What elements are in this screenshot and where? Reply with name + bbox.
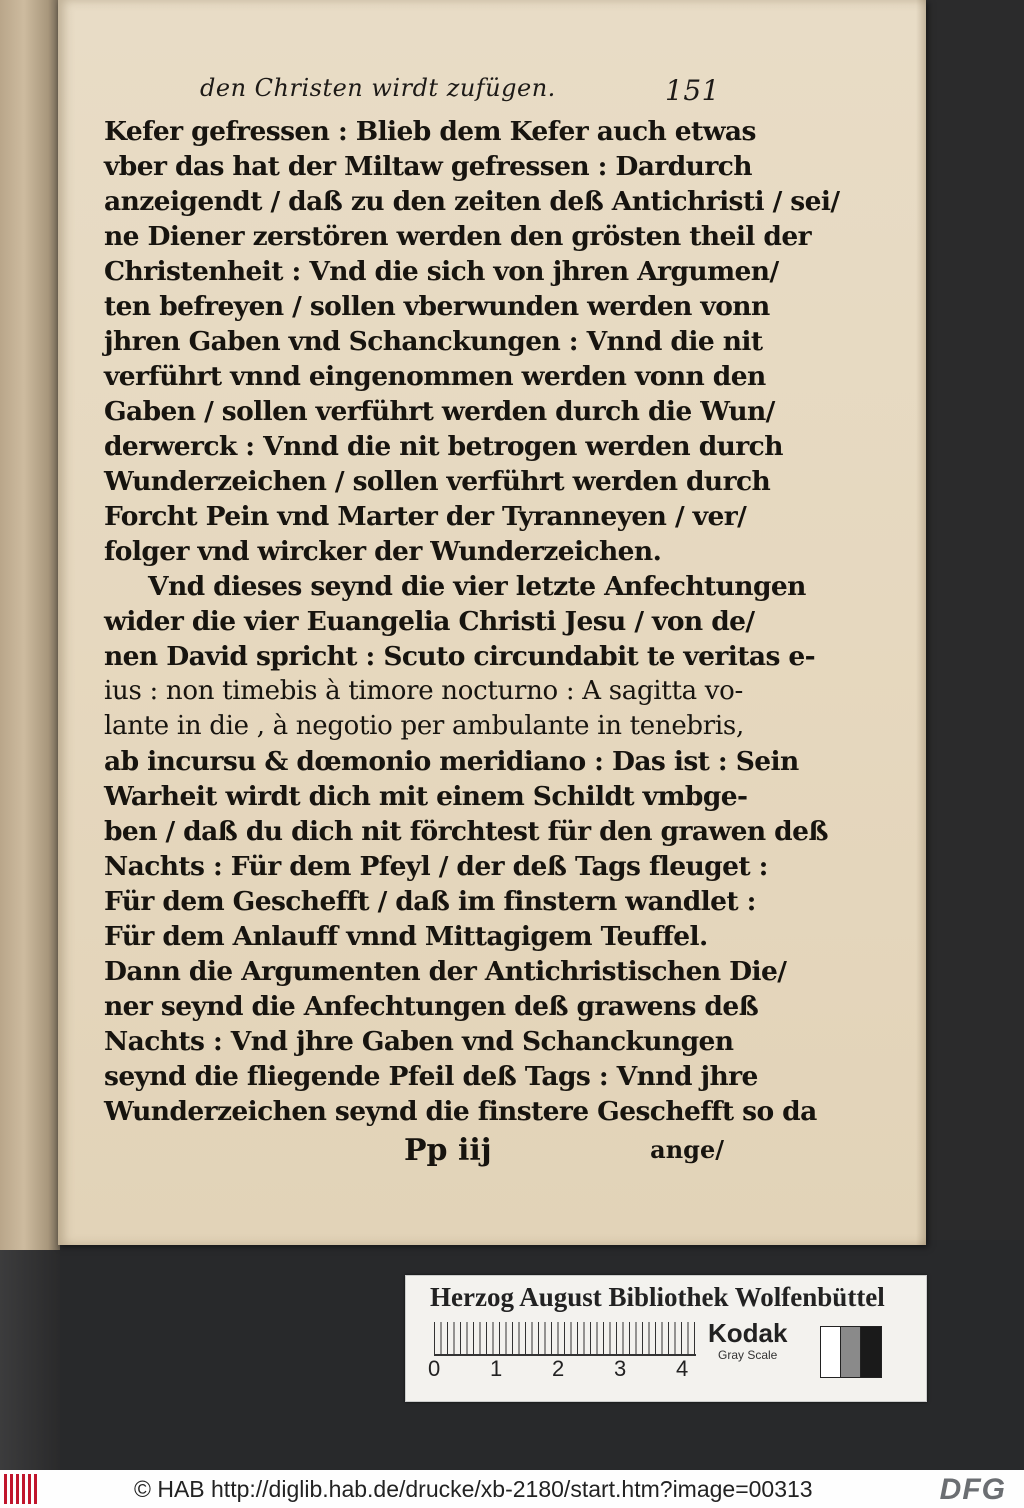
scan-background-left — [0, 1250, 60, 1470]
running-head-title: den Christen wirdt zufügen. — [200, 74, 556, 102]
footer-credit-link[interactable]: © HAB http://diglib.hab.de/drucke/xb-2180/start.htm?image=00313 — [134, 1476, 813, 1502]
library-name: Herzog August Bibliothek Wolfenbüttel — [430, 1282, 885, 1312]
footer-bar — [0, 1470, 1024, 1508]
text-line: Nachts : Vnd jhre Gaben vnd Schanckungen — [104, 1026, 734, 1057]
text-line: Wunderzeichen seynd die finstere Geschefft so da — [104, 1096, 817, 1127]
text-line: Gaben / sollen verführt werden durch die Wun/ — [104, 396, 775, 427]
signature-row — [104, 1133, 724, 1173]
signature-mark: Pp iij — [404, 1133, 492, 1168]
adjacent-page-edge — [0, 0, 60, 1250]
text-line: Christenheit : Vnd die sich von jhren Argumen/ — [104, 256, 779, 287]
text-line: vber das hat der Miltaw gefressen : Dardurch — [104, 151, 752, 182]
scale-ruler — [434, 1322, 696, 1356]
body-text — [104, 114, 840, 1129]
text-line: ab incursu & dœmonio meridiano : Das ist : Sein — [104, 746, 799, 777]
text-line: verführt vnnd eingenommen werden vonn den — [104, 361, 766, 392]
ruler-number: 0 — [428, 1356, 441, 1381]
text-line: anzeigendt / daß zu den zeiten deß Antichristi / sei/ — [104, 186, 840, 217]
text-line: derwerck : Vnnd die nit betrogen werden durch — [104, 431, 783, 462]
library-label — [405, 1275, 927, 1402]
text-line: Kefer gefressen : Blieb dem Kefer auch etwas — [104, 116, 756, 147]
text-line: Für dem Anlauff vnnd Mittagigem Teuffel. — [104, 921, 708, 952]
text-line: Wunderzeichen / sollen verführt werden durch — [104, 466, 771, 497]
text-line: ben / daß du dich nit förchtest für den grawen deß — [104, 816, 828, 847]
text-line: jhren Gaben vnd Schanckungen : Vnnd die nit — [104, 326, 763, 357]
ruler-numbers — [428, 1356, 708, 1386]
text-line: ner seynd die Anfechtungen deß grawens deß — [104, 991, 759, 1022]
text-line: ius : non timebis à timore nocturno : A sagitta vo- — [104, 676, 743, 706]
gray-swatch — [840, 1326, 862, 1378]
text-line: Dann die Argumenten der Antichristischen Die/ — [104, 956, 787, 987]
ruler-number: 2 — [552, 1356, 565, 1381]
text-line: Vnd dieses seynd die vier letzte Anfechtungen — [148, 571, 806, 602]
text-line: Warheit wirdt dich mit einem Schildt vmbge- — [104, 781, 748, 812]
ruler-number: 1 — [490, 1356, 503, 1381]
text-line: Für dem Geschefft / daß im finstern wandlet : — [104, 886, 756, 917]
text-line: ten befreyen / sollen vberwunden werden vonn — [104, 291, 770, 322]
dfg-logo: DFG — [939, 1473, 1006, 1506]
text-line: Forcht Pein vnd Marter der Tyranneyen / ver/ — [104, 501, 747, 532]
gray-swatch — [860, 1326, 882, 1378]
ruler-number: 4 — [676, 1356, 689, 1381]
kodak-brand: Kodak — [708, 1318, 788, 1348]
catchword: ange/ — [650, 1135, 724, 1164]
text-line: lante in die , à negotio per ambulante in tenebris, — [104, 711, 744, 741]
hab-logo-icon — [4, 1474, 38, 1504]
gray-swatch — [820, 1326, 842, 1378]
ruler-number: 3 — [614, 1356, 627, 1381]
text-line: seynd die fliegende Pfeil deß Tags : Vnnd jhre — [104, 1061, 758, 1092]
gray-scale-caption: Gray Scale — [718, 1348, 778, 1362]
text-line: wider die vier Euangelia Christi Jesu / von de/ — [104, 606, 755, 637]
running-head — [200, 74, 720, 114]
text-line: folger vnd wircker der Wunderzeichen. — [104, 536, 662, 567]
page-number: 151 — [665, 74, 720, 107]
text-line: nen David spricht : Scuto circundabit te veritas e- — [104, 641, 816, 672]
text-line: ne Diener zerstören werden den grösten theil der — [104, 221, 811, 252]
text-line: Nachts : Für dem Pfeyl / der deß Tags fleuget : — [104, 851, 768, 882]
